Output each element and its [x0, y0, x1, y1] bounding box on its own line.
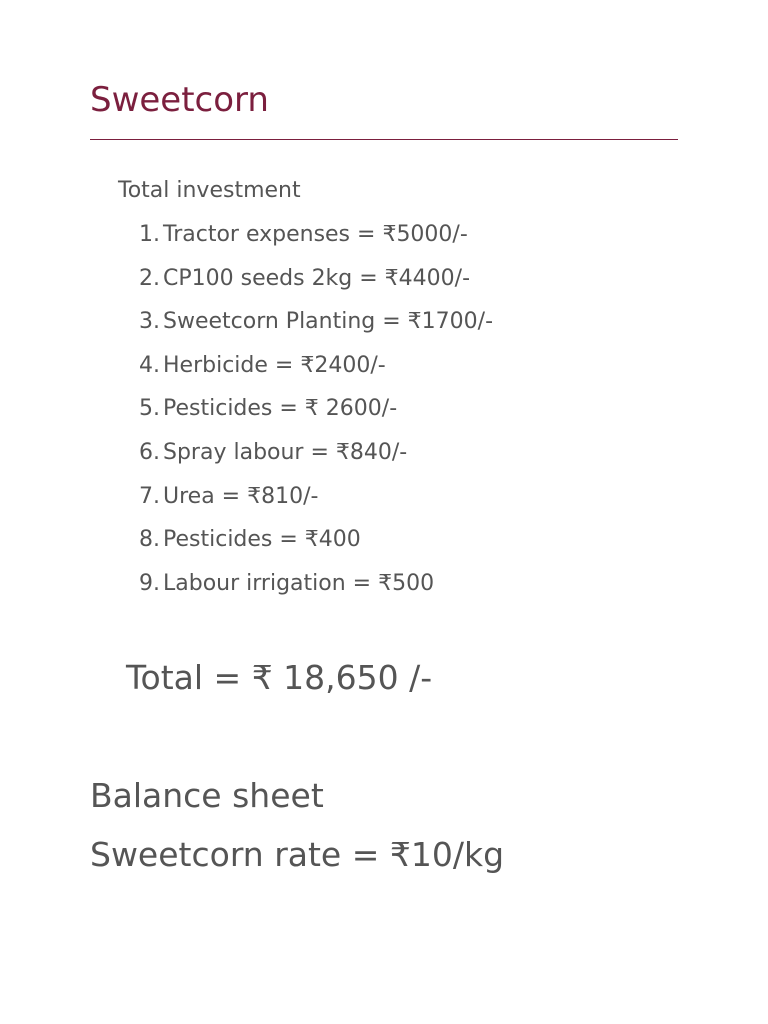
list-item-text: Urea = ₹810/- — [163, 483, 319, 509]
list-item-number: 2. — [139, 265, 160, 291]
list-item-text: CP100 seeds 2kg = ₹4400/- — [163, 265, 471, 291]
list-item-number: 4. — [139, 352, 160, 378]
list-item-text: Herbicide = ₹2400/- — [163, 352, 386, 378]
list-item-number: 7. — [139, 483, 160, 509]
list-item-number: 5. — [139, 396, 160, 422]
list-item-number: 1. — [139, 222, 160, 247]
list-item-number: 6. — [139, 439, 160, 465]
document-title: Sweetcorn — [90, 80, 269, 120]
list-item-text: Sweetcorn Planting = ₹1700/- — [163, 309, 494, 335]
list-item-text: Spray labour = ₹840/- — [163, 439, 408, 465]
list-item-text: Tractor expenses = ₹5000/- — [163, 222, 468, 247]
sweetcorn-rate: Sweetcorn rate = ₹10/kg — [90, 835, 505, 874]
list-item-number: 3. — [139, 309, 160, 335]
list-item-text: Labour irrigation = ₹500 — [163, 570, 435, 596]
investment-total: Total = ₹ 18,650 /- — [126, 658, 433, 697]
list-item-text: Pesticides = ₹ 2600/- — [163, 396, 398, 422]
investment-label: Total investment — [118, 178, 301, 203]
list-item-text: Pesticides = ₹400 — [163, 527, 361, 553]
list-item-number: 9. — [139, 570, 160, 596]
list-item-number: 8. — [139, 527, 160, 553]
title-divider — [90, 139, 678, 140]
balance-sheet-heading: Balance sheet — [90, 776, 324, 815]
